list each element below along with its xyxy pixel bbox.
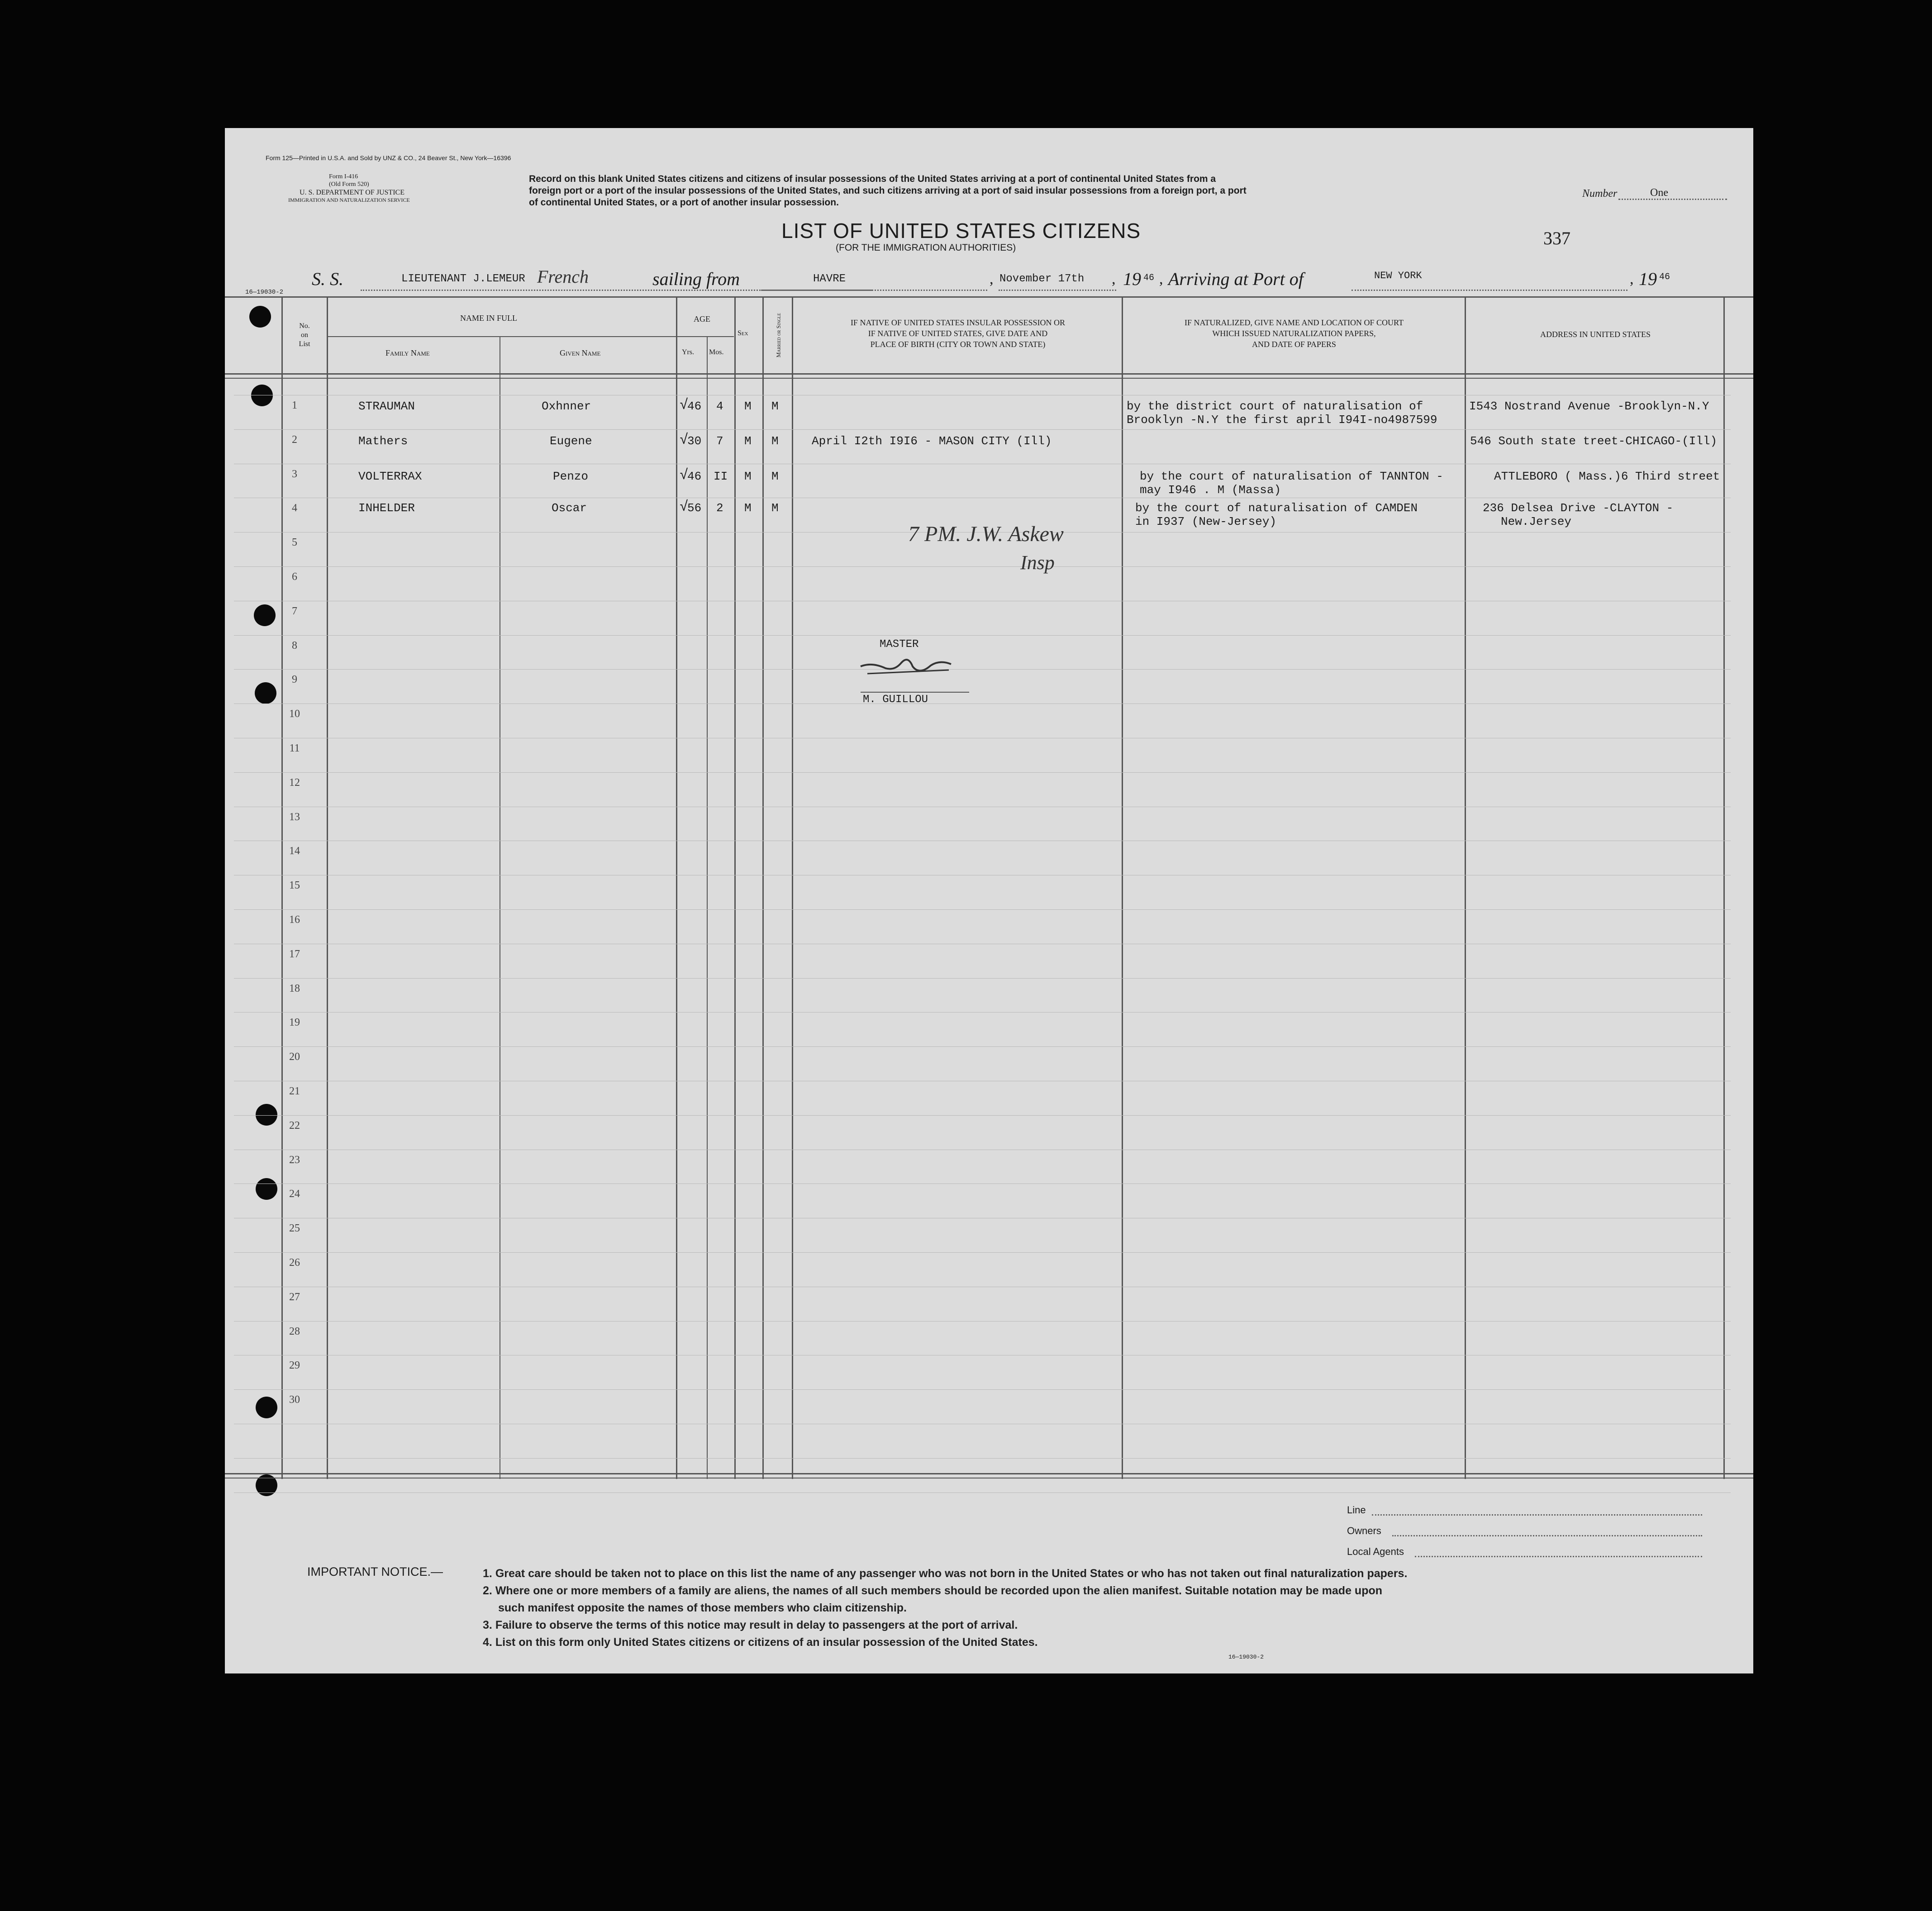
header-line: PLACE OF BIRTH (CITY OR TOWN AND STATE) xyxy=(870,340,1046,349)
line-number: 11 xyxy=(289,742,300,754)
given-name-header: Given Name xyxy=(560,348,601,357)
birth-cell: April I2th I9I6 - MASON CITY (Ill) xyxy=(812,434,1052,448)
row-rule xyxy=(234,1321,1731,1322)
sex-cell: M xyxy=(744,399,752,413)
punch-hole xyxy=(256,1397,277,1418)
master-name: M. GUILLOU xyxy=(863,694,928,706)
master-signature-scrawl xyxy=(858,653,953,680)
line-number: 24 xyxy=(289,1188,300,1200)
notice-number: 3. xyxy=(483,1619,492,1631)
notice-text: Where one or more members of a family are aliens, the names of all such members should be recorded upon the alien manifest. Suitable notation may be made upon xyxy=(495,1584,1383,1597)
comma: , xyxy=(1112,271,1116,287)
naturalized-cell xyxy=(1135,501,1418,528)
line-number: 9 xyxy=(292,674,297,686)
naturalized-cell xyxy=(1140,470,1443,497)
address-header: ADDRESS IN UNITED STATES xyxy=(1540,330,1651,339)
naturalized-line: Brooklyn -N.Y the first april I94I-no4987599 xyxy=(1127,413,1437,427)
comma: , xyxy=(1630,271,1634,287)
line-number: 4 xyxy=(292,502,297,514)
form-number: Form I-416 xyxy=(329,173,358,180)
naturalized-line: by the district court of naturalisation of xyxy=(1127,399,1423,413)
column-divider xyxy=(327,296,328,1479)
instruction-line: Record on this blank United States citizens and citizens of insular possessions of the United States arriving at a port of continental United States from a xyxy=(529,174,1216,184)
sailing-label: sailing from xyxy=(652,269,740,289)
agents-dotted-line xyxy=(1415,1556,1702,1557)
naturalized-line: by the court of naturalisation of CAMDEN xyxy=(1135,501,1418,515)
line-number: 16 xyxy=(289,914,300,926)
line-number: 29 xyxy=(289,1360,300,1372)
notice-number: 1. xyxy=(483,1567,492,1580)
header-line: on xyxy=(301,331,308,339)
year-prefix: 19 xyxy=(1123,269,1141,289)
line-number: 10 xyxy=(289,708,300,720)
family-name-cell: VOLTERRAX xyxy=(358,470,422,483)
marital-cell: M xyxy=(771,434,779,448)
column-divider xyxy=(707,337,708,1479)
given-name-cell: Eugene xyxy=(550,434,592,448)
given-name-cell: Oxhnner xyxy=(542,399,591,413)
row-rule xyxy=(234,1252,1731,1253)
family-name-cell: Mathers xyxy=(358,434,408,448)
header-double-border xyxy=(225,378,1753,379)
age-years-cell: 46 xyxy=(687,399,702,413)
header-line: IF NATIVE OF UNITED STATES INSULAR POSSESSION OR xyxy=(850,318,1066,327)
line-dotted-line xyxy=(1372,1514,1702,1516)
header-line: AND DATE OF PAPERS xyxy=(1252,340,1336,349)
ship-name: LIEUTENANT J.LEMEUR xyxy=(401,273,525,285)
address-cell: 546 South state treet-CHICAGO-(Ill) xyxy=(1470,434,1718,448)
punch-hole xyxy=(249,306,271,328)
punch-hole xyxy=(256,1178,277,1200)
sailing-date: November 17th xyxy=(999,273,1085,285)
naturalized-line: by the court of naturalisation of TANNTON - xyxy=(1140,470,1443,483)
old-form: (Old Form 520) xyxy=(329,181,369,188)
notice-text: such manifest opposite the names of those members who claim citizenship. xyxy=(498,1602,907,1614)
owners-dotted-line xyxy=(1392,1535,1702,1536)
column-divider xyxy=(734,296,736,1479)
line-number: 18 xyxy=(289,982,300,994)
arrival-year: 46 xyxy=(1659,272,1670,282)
line-number: 2 xyxy=(292,433,297,446)
line-number: 21 xyxy=(289,1085,300,1097)
side-form-code: 16—19030-2 xyxy=(245,289,284,296)
line-number: 12 xyxy=(289,776,300,789)
header-bottom-border xyxy=(225,373,1753,375)
age-years-cell: 56 xyxy=(687,501,702,515)
line-number: 8 xyxy=(292,639,297,651)
notice-number: 2. xyxy=(483,1584,492,1597)
column-divider xyxy=(676,296,677,1479)
column-divider xyxy=(281,296,283,1479)
age-months-cell: 4 xyxy=(716,399,723,413)
master-label: MASTER xyxy=(880,638,919,651)
instruction-line: of continental United States, or a port of another insular possession. xyxy=(529,197,839,208)
no-on-list-header xyxy=(283,322,326,349)
line-number: 30 xyxy=(289,1394,300,1406)
row-rule xyxy=(234,566,1731,567)
mos-header: Mos. xyxy=(709,348,724,356)
line-number: 7 xyxy=(292,605,297,617)
header-line: No. xyxy=(299,322,310,330)
line-label: Line xyxy=(1347,1504,1366,1516)
row-rule xyxy=(234,1458,1731,1459)
age-months-cell: 7 xyxy=(716,434,723,448)
printer-line: Form 125—Printed in U.S.A. and Sold by UNZ & CO., 24 Beaver St., New York—16396 xyxy=(266,154,511,162)
form-instructions xyxy=(529,173,1247,209)
age-months-cell: 2 xyxy=(716,501,723,515)
header-line: WHICH ISSUED NATURALIZATION PAPERS, xyxy=(1212,329,1376,338)
header-line: List xyxy=(299,340,310,348)
ss-label: S. S. xyxy=(312,269,343,289)
line-number: 27 xyxy=(289,1291,300,1303)
sex-cell: M xyxy=(744,434,752,448)
check-mark: √ xyxy=(680,397,689,414)
table-top-border xyxy=(225,296,1753,298)
column-divider xyxy=(1122,296,1123,1479)
arriving-label: Arriving at Port of xyxy=(1168,269,1304,289)
family-name-cell: INHELDER xyxy=(358,501,415,515)
naturalized-cell xyxy=(1127,399,1437,427)
column-divider xyxy=(1723,296,1725,1479)
address-line: New.Jersey xyxy=(1501,515,1572,528)
manifest-page xyxy=(225,128,1753,1673)
notice-item xyxy=(483,1616,1407,1634)
given-name-cell: Penzo xyxy=(553,470,589,483)
naturalized-header xyxy=(1124,317,1464,350)
sailing-dotted-line xyxy=(761,290,987,291)
line-number: 13 xyxy=(289,811,300,823)
line-number: 3 xyxy=(292,468,297,480)
line-number: 5 xyxy=(292,537,297,549)
check-mark: √ xyxy=(680,467,689,484)
bottom-form-code: 16—19030-2 xyxy=(1228,1654,1264,1660)
line-number: 14 xyxy=(289,845,300,857)
line-number: 25 xyxy=(289,1222,300,1235)
punch-hole xyxy=(255,682,276,704)
column-divider xyxy=(762,296,764,1479)
row-rule xyxy=(234,635,1731,636)
local-agents-label: Local Agents xyxy=(1347,1546,1404,1557)
line-number: 22 xyxy=(289,1119,300,1131)
notice-text: Failure to observe the terms of this notice may result in delay to passengers at the port of arrival. xyxy=(495,1619,1018,1631)
line-number: 6 xyxy=(292,571,297,583)
line-number: 17 xyxy=(289,948,300,960)
line-number: 23 xyxy=(289,1154,300,1166)
notice-number: 4. xyxy=(483,1636,492,1649)
native-header xyxy=(795,317,1121,350)
name-in-full-header: NAME IN FULL xyxy=(460,314,517,323)
sailing-year: 46 xyxy=(1143,273,1155,283)
inspector-signature: 7 PM. J.W. Askew xyxy=(908,522,1064,546)
check-mark: √ xyxy=(680,432,689,448)
row-rule xyxy=(234,772,1731,773)
page-title: LIST OF UNITED STATES CITIZENS xyxy=(781,219,1141,242)
sailing-from: HAVRE xyxy=(813,273,846,285)
naturalized-line: in I937 (New-Jersey) xyxy=(1135,515,1277,528)
sex-cell: M xyxy=(744,501,752,515)
arrival-port: NEW YORK xyxy=(1374,270,1422,281)
naturalized-line: may I946 . M (Massa) xyxy=(1140,483,1281,497)
marital-cell: M xyxy=(771,501,779,515)
owners-label: Owners xyxy=(1347,1525,1381,1536)
page-subtitle: (FOR THE IMMIGRATION AUTHORITIES) xyxy=(836,242,1016,253)
sex-cell: M xyxy=(744,470,752,483)
sex-header: Sex xyxy=(738,329,748,337)
row-rule xyxy=(234,1012,1731,1013)
port-dotted-line xyxy=(1351,290,1627,291)
given-name-cell: Oscar xyxy=(552,501,587,515)
check-mark: √ xyxy=(680,499,689,515)
line-number: 15 xyxy=(289,879,300,892)
line-number: 1 xyxy=(292,399,297,411)
row-rule xyxy=(234,1115,1731,1116)
number-value: One xyxy=(1650,187,1668,199)
family-name-cell: STRAUMAN xyxy=(358,399,415,413)
line-number: 26 xyxy=(289,1257,300,1269)
instruction-line: foreign port or a port of the insular possessions of the United States, and such citizens arriving at a port of said insular possessions from a foreign port, a port xyxy=(529,185,1247,196)
line-number: 20 xyxy=(289,1051,300,1063)
line-number: 28 xyxy=(289,1325,300,1337)
address-cell xyxy=(1483,501,1673,528)
subheader-divider xyxy=(327,336,734,337)
age-header: AGE xyxy=(694,314,710,323)
row-rule xyxy=(234,909,1731,910)
notice-item xyxy=(483,1634,1407,1651)
line-number: 19 xyxy=(289,1017,300,1029)
punch-hole xyxy=(254,604,276,626)
comma: , xyxy=(1159,271,1163,287)
header-line: IF NATURALIZED, GIVE NAME AND LOCATION OF COURT xyxy=(1185,318,1404,327)
row-rule xyxy=(234,1046,1731,1047)
family-name-header: Family Name xyxy=(385,348,430,357)
notice-item xyxy=(483,1582,1407,1599)
address-line: 236 Delsea Drive -CLAYTON - xyxy=(1483,501,1674,515)
number-dotted-line xyxy=(1618,199,1727,200)
punch-hole xyxy=(251,385,273,406)
number-label: Number xyxy=(1582,188,1618,200)
column-divider xyxy=(792,296,793,1479)
signature-line xyxy=(861,692,969,693)
address-cell: I543 Nostrand Avenue -Brooklyn-N.Y xyxy=(1469,399,1709,413)
table-bottom-border xyxy=(225,1473,1753,1474)
yrs-header: Yrs. xyxy=(682,348,695,356)
marital-cell: M xyxy=(771,399,779,413)
row-rule xyxy=(234,429,1731,430)
inspector-title: Insp xyxy=(1020,551,1055,574)
comma: , xyxy=(990,271,994,287)
date-dotted-line xyxy=(999,290,1116,291)
notice-item xyxy=(483,1565,1407,1582)
page-number: 337 xyxy=(1543,228,1570,248)
department: U. S. DEPARTMENT OF JUSTICE xyxy=(300,189,404,196)
address-cell: ATTLEBORO ( Mass.)6 Third street xyxy=(1494,470,1720,483)
age-years-cell: 30 xyxy=(687,434,702,448)
row-rule xyxy=(234,978,1731,979)
age-months-cell: II xyxy=(714,470,728,483)
arrival-year-prefix: 19 xyxy=(1639,269,1657,289)
handwritten-note: French xyxy=(537,266,589,287)
service: IMMIGRATION AND NATURALIZATION SERVICE xyxy=(288,197,410,203)
marital-cell: M xyxy=(771,470,779,483)
notice-items xyxy=(483,1565,1407,1651)
column-divider xyxy=(1465,296,1466,1479)
married-single-header: Married or Single xyxy=(775,313,782,358)
header-line: IF NATIVE OF UNITED STATES, GIVE DATE AND xyxy=(868,329,1048,338)
notice-text: List on this form only United States citizens or citizens of an insular possession of the United States. xyxy=(495,1636,1038,1649)
row-rule xyxy=(234,1389,1731,1390)
notice-text: Great care should be taken not to place on this list the name of any passenger who was not born in the United States or who has not taken out final naturalization papers. xyxy=(495,1567,1408,1580)
notice-label: IMPORTANT NOTICE.— xyxy=(307,1565,443,1578)
row-rule xyxy=(234,669,1731,670)
age-years-cell: 46 xyxy=(687,470,702,483)
